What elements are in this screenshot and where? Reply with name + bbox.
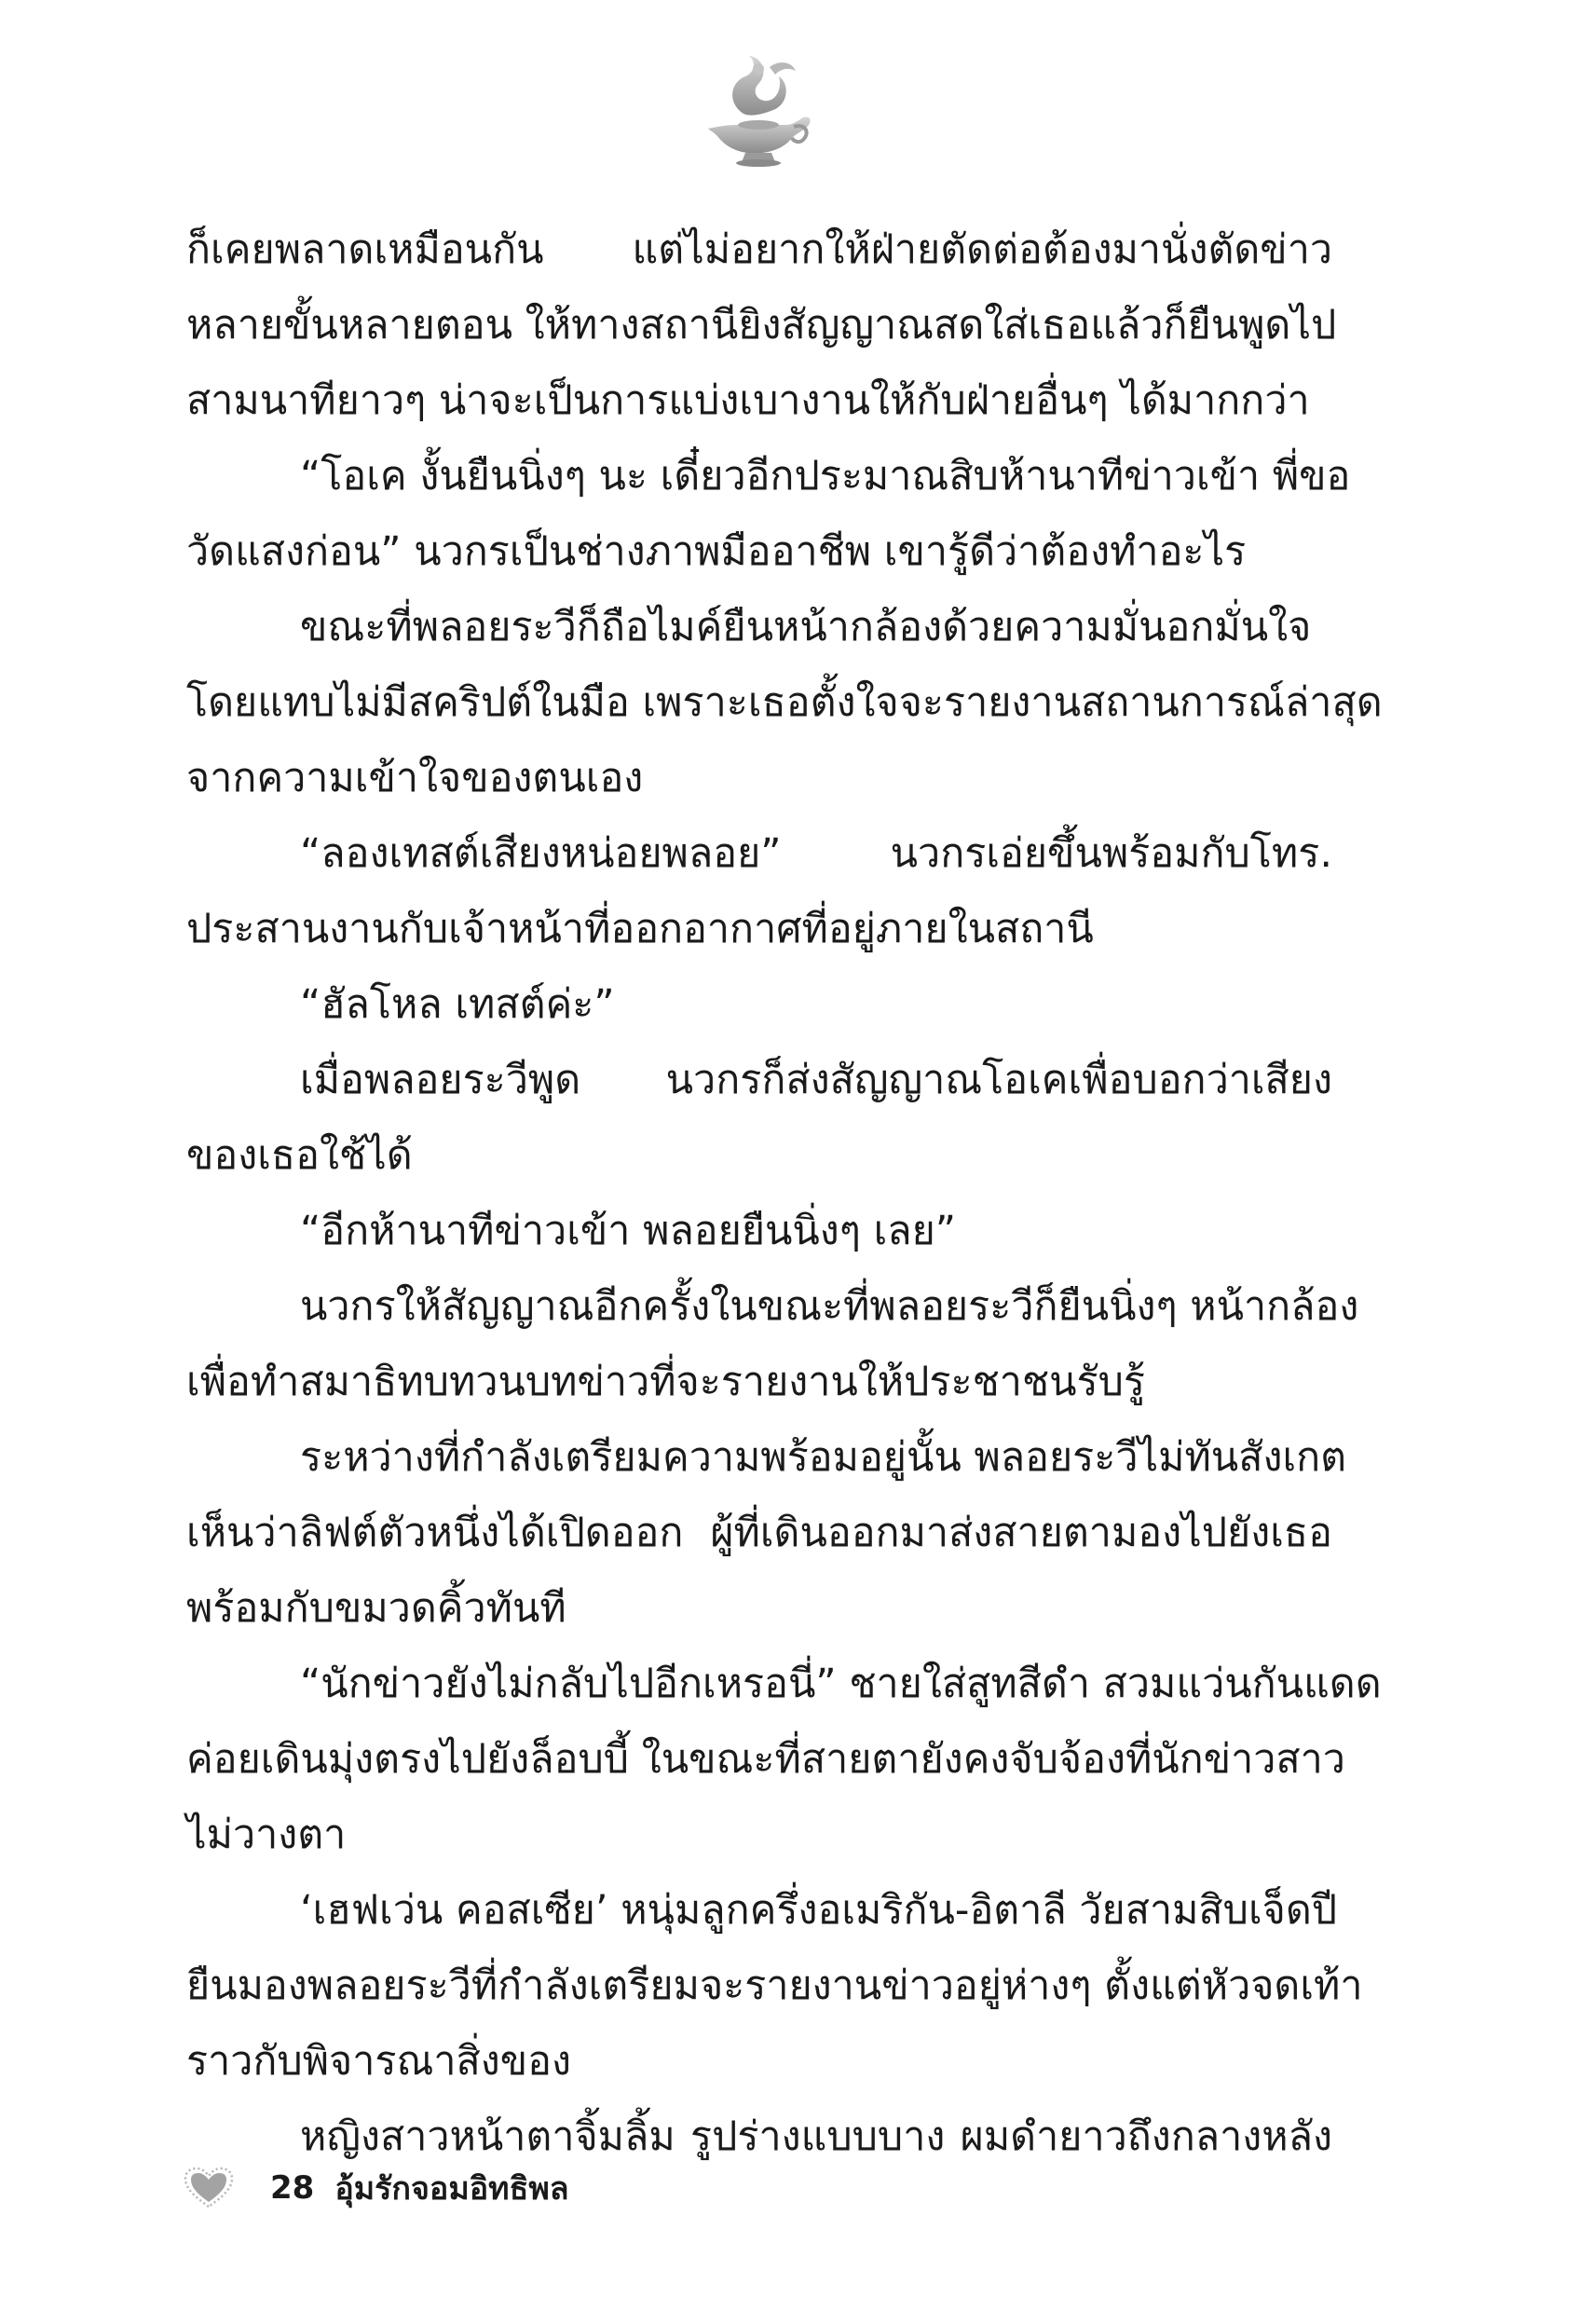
page-footer (183, 2160, 569, 2216)
text-line: ของเธอใช้ได้ (186, 1132, 413, 1179)
page-number: 28 (270, 2169, 315, 2207)
paragraph (186, 1647, 1382, 1873)
text-line: ประสานงานกับเจ้าหน้าที่ออกอากาศที่อยู่ภายในสถานี (186, 906, 1094, 952)
text-line: “ลองเทสต์เสียงหน่อยพลอย” นวกรเอ่ยขึ้นพร้อมกับโทร. (300, 830, 1332, 877)
paragraph (186, 1194, 1332, 1269)
text-line: พร้อมกับขมวดคิ้วทันที (186, 1585, 566, 1632)
text-line: นวกรให้สัญญาณอีกครั้งในขณะที่พลอยระวีก็ยืนนิ่งๆ หน้ากล้อง (300, 1283, 1359, 1330)
text-line: ราวกับพิจารณาสิ่งของ (186, 2038, 571, 2085)
text-line: หลายขั้นหลายตอน ให้ทางสถานียิงสัญญาณสดใส่เธอแล้วก็ยืนพูดไป (186, 302, 1337, 349)
paragraph (186, 439, 1351, 590)
paragraph (186, 212, 1337, 439)
paragraph (186, 1420, 1347, 1647)
paragraph (186, 1269, 1359, 1420)
text-line: สามนาทียาวๆ น่าจะเป็นการแบ่งเบางานให้กับฝ่ายอื่นๆ ได้มากกว่า (186, 377, 1310, 424)
text-line: ไม่วางตา (186, 1812, 347, 1858)
text-line: “นักข่าวยังไม่กลับไปอีกเหรอนี่” ชายใส่สูทสีดำ สวมแว่นกันแดด (300, 1661, 1382, 1707)
paragraph (186, 1043, 1332, 1194)
text-line: “โอเค งั้นยืนนิ่งๆ นะ เดี๋ยวอีกประมาณสิบห้านาทีข่าวเข้า พี่ขอ (300, 453, 1351, 499)
text-line: เพื่อทำสมาธิทบทวนบทข่าวที่จะรายงานให้ประชาชนรับรู้ (186, 1359, 1146, 1405)
text-line: หญิงสาวหน้าตาจิ้มลิ้ม รูปร่างแบบบาง ผมดำยาวถึงกลางหลัง (300, 2113, 1332, 2160)
text-line: ก็เคยพลาดเหมือนกัน แต่ไม่อยากให้ฝ่ายตัดต่อต้องมานั่งตัดข่าว (186, 226, 1332, 273)
text-line: จากความเข้าใจของตนเอง (186, 755, 644, 801)
text-line: วัดแสงก่อน” นวกรเป็นช่างภาพมืออาชีพ เขารู้ดีว่าต้องทำอะไร (186, 528, 1247, 575)
page-body (186, 212, 1383, 2175)
text-line: ระหว่างที่กำลังเตรียมความพร้อมอยู่นั้น พลอยระวีไม่ทันสังเกต (300, 1434, 1347, 1481)
text-line: “ฮัลโหล เทสต์ค่ะ” (300, 981, 615, 1028)
text-line: ‘เฮฟเว่น คอสเซีย’ หนุ่มลูกครึ่งอเมริกัน-อิตาลี วัยสามสิบเจ็ดปี (300, 1887, 1338, 1934)
text-line: โดยแทบไม่มีสคริปต์ในมือ เพราะเธอตั้งใจจะรายงานสถานการณ์ล่าสุด (186, 679, 1383, 726)
text-line: ขณะที่พลอยระวีก็ถือไมค์ยืนหน้ากล้องด้วยความมั่นอกมั่นใจ (300, 604, 1312, 650)
text-line: เมื่อพลอยระวีพูด นวกรก็ส่งสัญญาณโอเคเพื่อบอกว่าเสียง (300, 1057, 1332, 1103)
text-line: “อีกห้านาทีข่าวเข้า พลอยยืนนิ่งๆ เลย” (300, 1208, 957, 1254)
genie-lamp-icon (689, 48, 820, 170)
text-line: ค่อยเดินมุ่งตรงไปยังล็อบบี้ ในขณะที่สายตายังคงจับจ้องที่นักข่าวสาว (186, 1736, 1345, 1783)
paragraph (186, 590, 1383, 816)
paragraph (186, 1873, 1363, 2099)
heart-icon (183, 2166, 235, 2210)
text-line: ยืนมองพลอยระวีที่กำลังเตรียมจะรายงานข่าวอยู่ห่างๆ ตั้งแต่หัวจดเท้า (186, 1962, 1363, 2009)
paragraph (186, 816, 1332, 967)
book-title: อุ้มรักจอมอิทธิพล (334, 2170, 569, 2208)
text-line: เห็นว่าลิฟต์ตัวหนึ่งได้เปิดออก ผู้ที่เดินออกมาส่งสายตามองไปยังเธอ (186, 1510, 1332, 1556)
paragraph (186, 967, 1332, 1043)
